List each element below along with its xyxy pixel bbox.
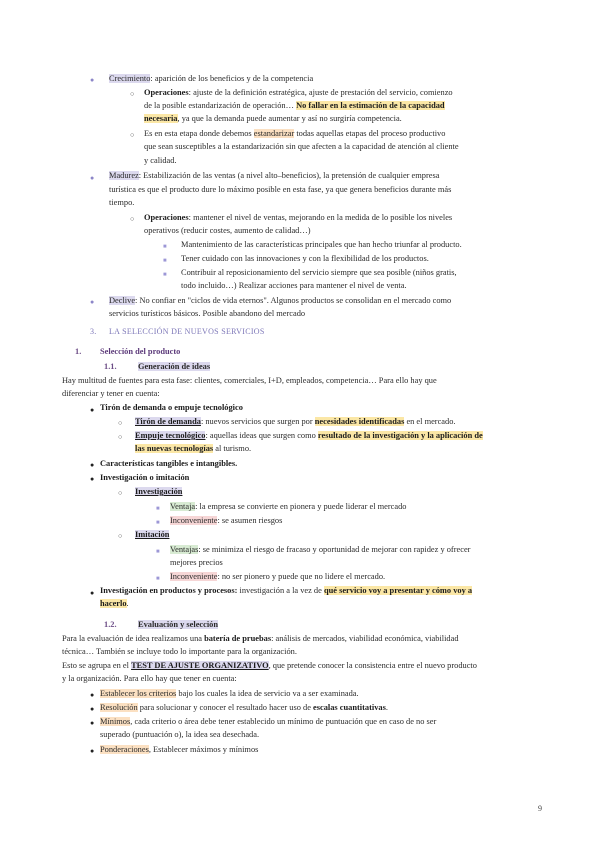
eval-p1-line1: Para la evaluación de idea realizamos una batería de pruebas: análisis de mercados, viabilidad económica, viabilidad	[62, 634, 459, 643]
research-heading: Investigación o imitación	[100, 473, 190, 482]
bullet-square: ■	[163, 258, 167, 264]
bullet-square: ■	[163, 272, 167, 278]
decline-line2: servicios turísticos básicos. Posible abandono del mercado	[109, 309, 306, 318]
criteria-bullet: Establecer los criterios bajo los cuales la idea de servicio va a ser examinada.	[100, 689, 359, 698]
subheading-number: 1.2.	[104, 620, 117, 629]
bullet-dot: ●	[90, 475, 95, 483]
subheading-evaluacion: Evaluación y selección	[138, 620, 219, 629]
maturity-line3: tiempo.	[109, 198, 135, 207]
heading-number: 1.	[75, 347, 82, 356]
growth-ops-line2: de la posible estandarización de operación… No fallar en la estimación de la capacidad	[144, 101, 445, 110]
weights-bullet: Ponderaciones, Establecer máximos y mínimos	[100, 745, 259, 754]
bullet-circle: ○	[130, 215, 135, 223]
eval-p2-line2: y la organización. Para ello hay que tener en cuenta:	[62, 674, 237, 683]
bullet-dot: ●	[90, 76, 95, 84]
imitation-disadvantage: Inconveniente: no ser pionero y puede que no lidere el mercado.	[170, 572, 386, 581]
resolution-bullet: Resolución para solucionar y conocer el resultado hacer uso de escalas cuantitativas.	[100, 703, 388, 712]
bullet-circle: ○	[118, 532, 123, 540]
maturity-sub2: Tener cuidado con las innovaciones y con la flexibilidad de los productos.	[181, 254, 429, 263]
imitation-label: Imitación	[135, 530, 170, 539]
maturity-sub3a: Contribuir al reposicionamiento del servicio siempre que sea posible (niños gratis,	[181, 268, 457, 277]
research-advantage: Ventaja: la empresa se convierte en pionera y puede liderar el mercado	[170, 502, 407, 511]
subheading-number: 1.1.	[104, 362, 117, 371]
research-label: Investigación	[135, 487, 183, 496]
imitation-advantage-line1: Ventajas: se minimiza el riesgo de fracaso y oportunidad de mejorar con rapidez y ofrecer	[170, 545, 471, 554]
imitation-advantage-line2: mejores precios	[170, 558, 223, 567]
maturity-sub1: Mantenimiento de las características principales que han hecho triunfar al producto.	[181, 240, 462, 249]
bullet-circle: ○	[118, 419, 123, 427]
decline-line1: Declive: No confiar en "ciclos de vida eternos". Algunos productos se consolidan en el mercado como	[109, 296, 452, 305]
research-disadvantage: Inconveniente: se asumen riesgos	[170, 516, 283, 525]
eval-p1-line2: técnica… También se incluye todo lo importante para la organización.	[62, 647, 297, 656]
pull-sub2-line1: Empuje tecnológico: aquellas ideas que surgen como resultado de la investigación y la aplicación de	[135, 431, 483, 440]
bullet-square: ■	[156, 576, 160, 582]
intro-line2: diferenciar y tener en cuenta:	[62, 389, 160, 398]
growth-std-line2: que sean susceptibles a la estandarización sin que afecten a la capacidad de atención al cliente	[144, 142, 459, 151]
maturity-line1: Madurez: Estabilización de las ventas (a nivel alto–beneficios), la pretensión de cualquier empresa	[109, 171, 440, 180]
tangible-line: Características tangibles e intangibles.	[100, 459, 238, 468]
bullet-circle: ○	[130, 131, 135, 139]
subheading-generacion: Generación de ideas	[138, 362, 211, 371]
section-number: 3.	[90, 327, 97, 336]
intro-line1: Hay multitud de fuentes para esta fase: clientes, comerciales, I+D, empleados, competencia… Para ello hay que	[62, 376, 437, 385]
bullet-square: ■	[156, 549, 160, 555]
pull-sub1: Tirón de demanda: nuevos servicios que surgen por necesidades identificadas en el mercado.	[135, 417, 456, 426]
growth-std-line3: y calidad.	[144, 156, 177, 165]
minimums-line1: Mínimos, cada criterio o área debe tener establecido un mínimo de puntuación que en caso de no ser	[100, 717, 437, 726]
bullet-dot: ●	[90, 298, 95, 306]
bullet-circle: ○	[118, 433, 123, 441]
bullet-dot: ●	[90, 747, 95, 755]
product-research-line2: hacerlo.	[100, 599, 129, 608]
bullet-dot: ●	[90, 406, 95, 414]
pull-sub2-line2: las nuevas tecnologías al turismo.	[135, 444, 252, 453]
bullet-dot: ●	[90, 691, 95, 699]
page-number: 9	[538, 804, 542, 813]
maturity-ops-line2: operativos (reducir costes, aumento de calidad…)	[144, 226, 311, 235]
growth-ops-line3: necesaria, ya que la demanda puede aumentar y así no surgiría competencia.	[144, 114, 402, 123]
bullet-dot: ●	[90, 719, 95, 727]
bullet-square: ■	[156, 506, 160, 512]
bullet-dot: ●	[90, 461, 95, 469]
minimums-line2: superado (puntuación o), la idea sea desechada.	[100, 730, 260, 739]
bullet-dot: ●	[90, 705, 95, 713]
maturity-line2: turística es que el producto dure lo máximo posible en esta fase, ya que genera beneficios durante más	[109, 185, 452, 194]
eval-p2-line1: Esto se agrupa en el TEST DE AJUSTE ORGANIZATIVO, que pretende conocer la consistencia entre el nuevo producto	[62, 661, 477, 670]
bullet-dot: ●	[90, 589, 95, 597]
growth-line: Crecimiento: aparición de los beneficios y de la competencia	[109, 74, 314, 83]
bullet-dot: ●	[90, 174, 95, 182]
pull-heading: Tirón de demanda o empuje tecnológico	[100, 403, 243, 412]
bullet-circle: ○	[118, 489, 123, 497]
bullet-square: ■	[163, 244, 167, 250]
product-research-line1: Investigación en productos y procesos: investigación a la vez de qué servicio voy a presentar y cómo voy a	[100, 586, 473, 595]
maturity-ops-line1: Operaciones: mantener el nivel de ventas, mejorando en la medida de lo posible los niveles	[144, 213, 453, 222]
growth-std-line1: Es en esta etapa donde debemos estandarizar todas aquellas etapas del proceso productivo	[144, 129, 446, 138]
bullet-square: ■	[156, 520, 160, 526]
section-title: LA SELECCIÓN DE NUEVOS SERVICIOS	[109, 327, 265, 336]
maturity-sub3b: todo incluido…) Realizar acciones para mantener el nivel de venta.	[181, 281, 407, 290]
bullet-circle: ○	[130, 90, 135, 98]
heading-seleccion: Selección del producto	[100, 347, 181, 356]
growth-ops-line1: Operaciones: ajuste de la definición estratégica, ajuste de prestación del servicio, comienzo	[144, 88, 453, 97]
